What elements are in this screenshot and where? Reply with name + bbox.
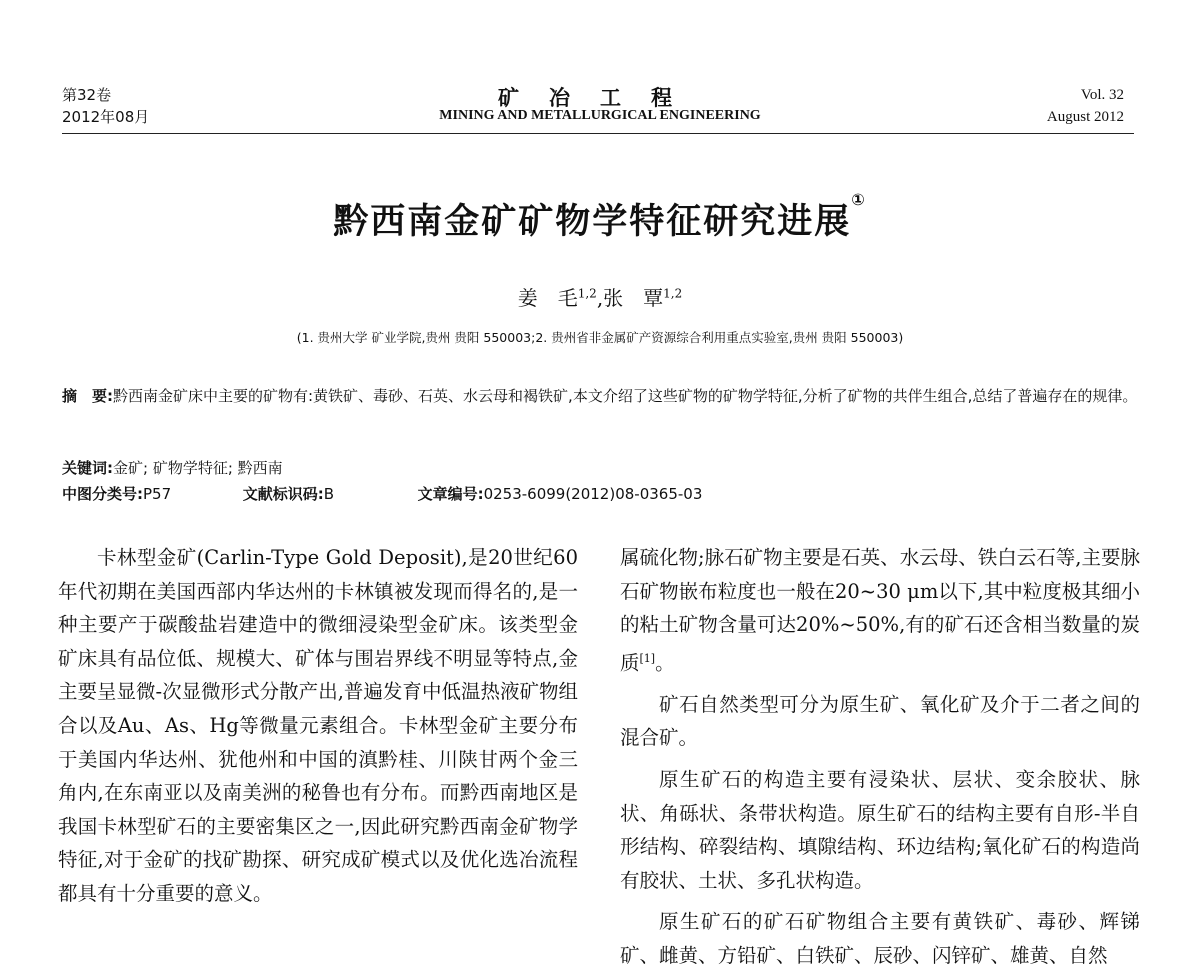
authors	[0, 282, 1200, 311]
body-left-column	[58, 541, 578, 911]
doc-code-value: B	[323, 485, 334, 503]
citation-ref: [1]	[639, 651, 656, 665]
title-footnote-mark: ①	[851, 190, 867, 209]
author-2-affil: 1,2	[663, 286, 683, 301]
abstract	[62, 384, 1142, 408]
clc-label: 中图分类号:	[62, 485, 143, 503]
body-paragraph: 卡林型金矿(Carlin-Type Gold Deposit),是20世纪60年代初期在美国西部内华达州的卡林镇被发现而得名的,是一种主要产于碳酸盐岩建造中的微细浸染型金矿床。该类型金矿床具有品位低、规模大、矿体与围岩界线不明显等特点,金主要呈显微-次显微形式分散产出,普遍发育中低温热液矿物组合以及Au、As、Hg等微量元素组合。卡林型金矿主要分布于美国内华达州、犹他州和中国的滇黔桂、川陕甘两个金三角内,在东南亚以及南美洲的秘鲁也有分布。而黔西南地区是我国卡林型矿石的主要密集区之一,因此研究黔西南金矿物学特征,对于金矿的找矿勘探、研究成矿模式以及优化选冶流程都具有十分重要的意义。	[58, 546, 578, 905]
volume-label: 第32卷	[62, 86, 112, 104]
article-number-label: 文章编号:	[417, 485, 484, 503]
abstract-text: 黔西南金矿床中主要的矿物有:黄铁矿、毒砂、石英、水云母和褐铁矿,本文介绍了这些矿物的矿物学特征,分析了矿物的共伴生组合,总结了普遍存在的规律。	[113, 387, 1138, 405]
author-1-affil: 1,2	[577, 286, 597, 301]
body-paragraph: 原生矿石的构造主要有浸染状、层状、变余胶状、脉状、角砾状、条带状构造。原生矿石的结构主要有自形-半自形结构、碎裂结构、填隙结构、环边结构;氧化矿石的构造尚有胶状、土状、多孔状构造。	[620, 768, 1140, 892]
abstract-label: 摘 要:	[62, 387, 113, 405]
journal-title-en: MINING AND METALLURGICAL ENGINEERING	[439, 108, 761, 123]
article-title	[0, 190, 1200, 244]
paragraph-text: 属硫化物;脉石矿物主要是石英、水云母、铁白云石等,主要脉石矿物嵌布粒度也一般在20~30 μm以下,其中粒度极其细小的粘土矿物含量可达20%~50%,有的矿石还含相当数量的炭质	[620, 546, 1140, 675]
header-rule	[62, 133, 1134, 134]
affiliations: (1. 贵州大学 矿业学院,贵州 贵阳 550003;2. 贵州省非金属矿产资源综合利用重点实验室,贵州 贵阳 550003)	[296, 330, 904, 345]
keywords-label: 关键词:	[62, 459, 113, 477]
classification-row	[62, 482, 1142, 506]
date-en: August 2012	[1046, 109, 1124, 125]
body-paragraph	[620, 541, 1140, 680]
author-2: 张 覃	[603, 286, 664, 310]
body-paragraph: 原生矿石的矿石矿物组合主要有黄铁矿、毒砂、辉锑矿、雌黄、方铅矿、白铁矿、辰砂、闪锌矿、雄黄、自然	[620, 910, 1140, 968]
article-number-value: 0253-6099(2012)08-0365-03	[483, 485, 703, 503]
paragraph-end: 。	[655, 651, 675, 675]
journal-title-cn: 矿冶工程	[498, 85, 702, 110]
keywords	[62, 456, 1142, 480]
keywords-text: 金矿; 矿物学特征; 黔西南	[113, 459, 283, 477]
author-1: 姜 毛	[517, 286, 578, 310]
issue-date: 2012年08月	[62, 108, 150, 126]
volume-en: Vol. 32	[1080, 87, 1124, 103]
doc-code-label: 文献标识码:	[242, 485, 324, 503]
body-paragraph: 矿石自然类型可分为原生矿、氧化矿及介于二者之间的混合矿。	[620, 692, 1140, 750]
author-separator: ,	[596, 286, 604, 310]
clc-value: P57	[143, 485, 172, 503]
body-right-column	[620, 541, 1140, 973]
title-text: 黔西南金矿矿物学特征研究进展	[333, 202, 852, 242]
